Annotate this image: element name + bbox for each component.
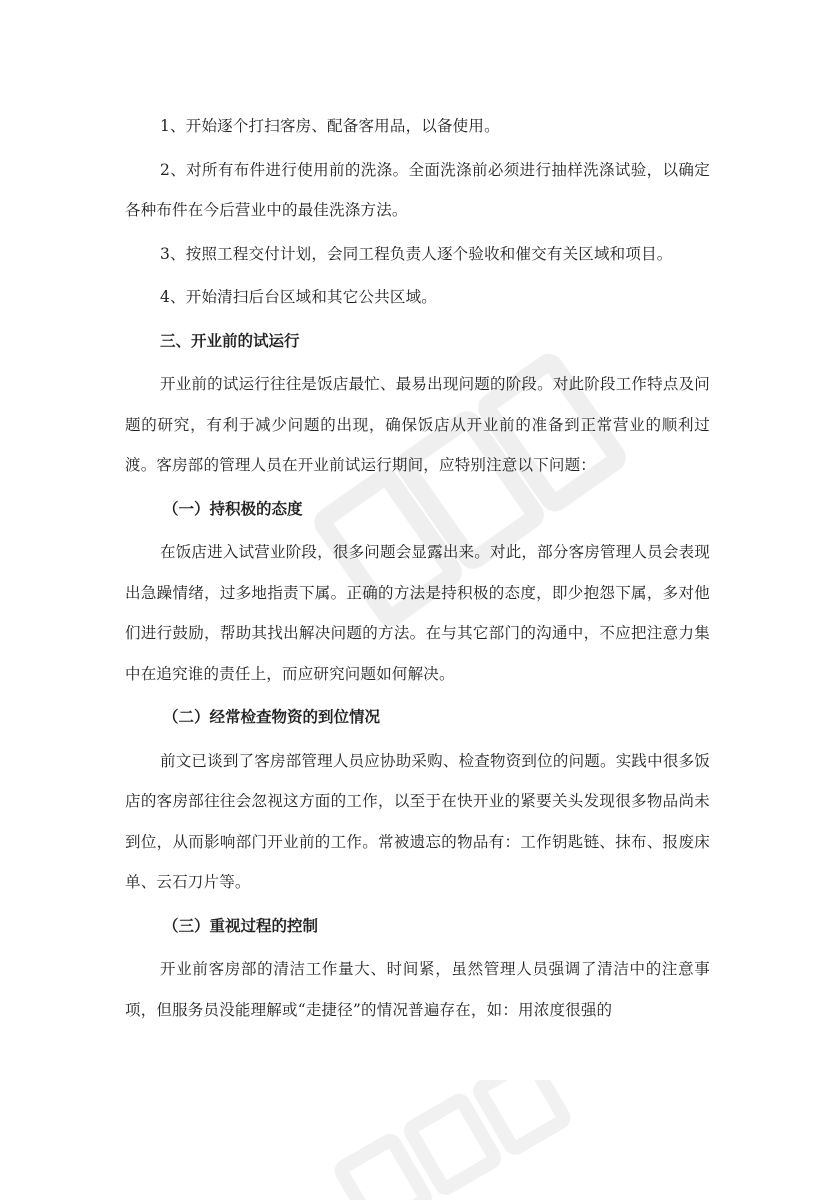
paragraph-4: 4、开始清扫后台区域和其它公共区域。 bbox=[160, 288, 437, 306]
subsection-3-title: （三）重视过程的控制 bbox=[163, 915, 319, 935]
paragraph-7: 前文已谈到了客房部管理人员应协助采购、检查物资到位的问题。实践中很多饭店的客房部往往会忽视这方面的工作，以至于在快开业的紧要关头发现很多物品尚未到位，从而影响部门开业前的工作。常被遗忘的物品有：工作钥匙链、抹布、报废床单、云石刀片等。 bbox=[125, 751, 710, 891]
paragraph-5: 开业前的试运行往往是饭店最忙、最易出现问题的阶段。对此阶段工作特点及问题的研究，有利于减少问题的出现，确保饭店从开业前的准备到正常营业的顺利过渡。客房部的管理人员在开业前试运行期间，应特别注意以下问题： bbox=[125, 375, 710, 474]
subsection-2-title: （二）经常检查物资的到位情况 bbox=[163, 707, 381, 726]
subsection-1-title: （一）持积极的态度 bbox=[163, 498, 303, 518]
paragraph-6: 在饭店进入试营业阶段，很多问题会显露出来。对此，部分客房管理人员会表现出急躁情绪，过多地指责下属。正确的方法是持积极的态度，即少抱怨下属，多对他们进行鼓励，帮助其找出解决问题的方法。在与其它部门的沟通中，不应把注意力集中在追究谁的责任上，而应研究问题如何解决。 bbox=[125, 543, 710, 683]
watermark-bottom-icon bbox=[300, 1080, 600, 1200]
paragraph-1: 1、开始逐个打扫客房、配备客用品，以备使用。 bbox=[160, 117, 500, 135]
section-3-title: 三、开业前的试运行 bbox=[160, 330, 300, 350]
document-body bbox=[125, 106, 710, 1033]
paragraph-3: 3、按照工程交付计划，会同工程负责人逐个验收和催交有关区域和项目。 bbox=[160, 244, 673, 263]
paragraph-8: 开业前客房部的清洁工作量大、时间紧，虽然管理人员强调了清洁中的注意事项，但服务员没能理解或“走捷径”的情况普遍存在，如：用浓度很强的 bbox=[125, 960, 710, 1019]
paragraph-2: 2、对所有布件进行使用前的洗涤。全面洗涤前必须进行抽样洗涤试验，以确定各种布件在今后营业中的最佳洗涤方法。 bbox=[125, 160, 710, 219]
